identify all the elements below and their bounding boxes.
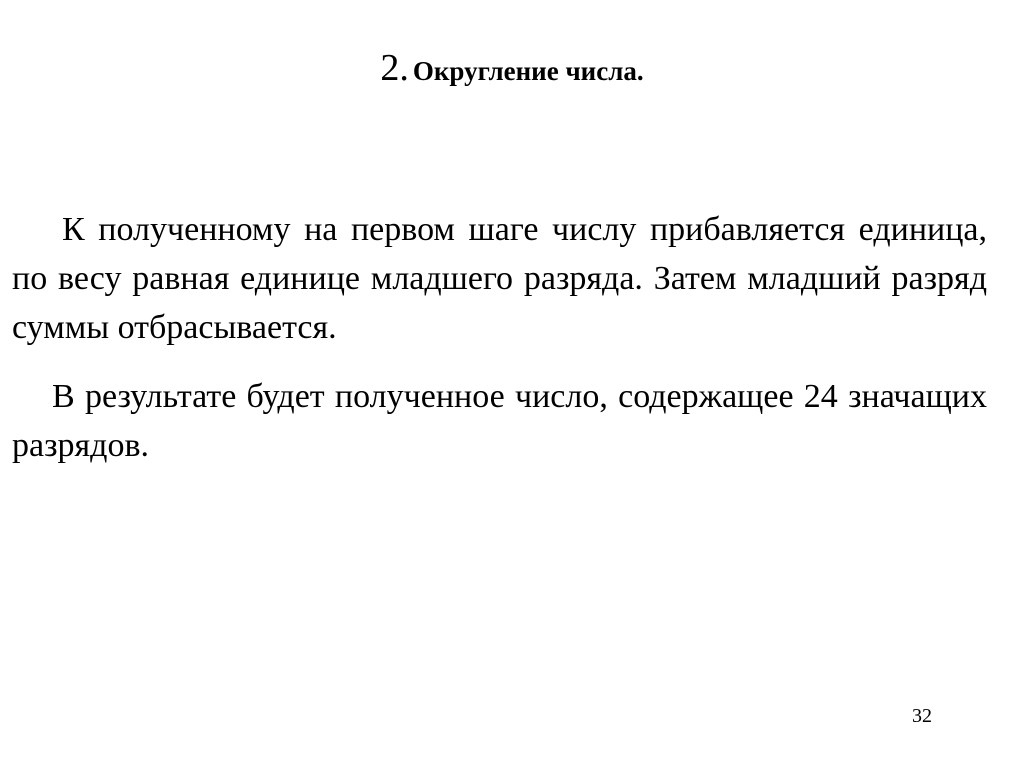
page-number: 32: [912, 705, 932, 727]
title-number: 2.: [380, 47, 409, 89]
paragraph-rounding-step: К полученному на первом шаге числу прибавляется единица, по весу равная единице младшего разряда. Затем младший разряд суммы отбрасывается.: [12, 211, 987, 346]
paragraph-result: В результате будет полученное число, содержащее 24 значащих разрядов.: [12, 378, 987, 464]
title-text: Округление числа.: [412, 56, 644, 86]
slide-title: [0, 46, 1024, 90]
